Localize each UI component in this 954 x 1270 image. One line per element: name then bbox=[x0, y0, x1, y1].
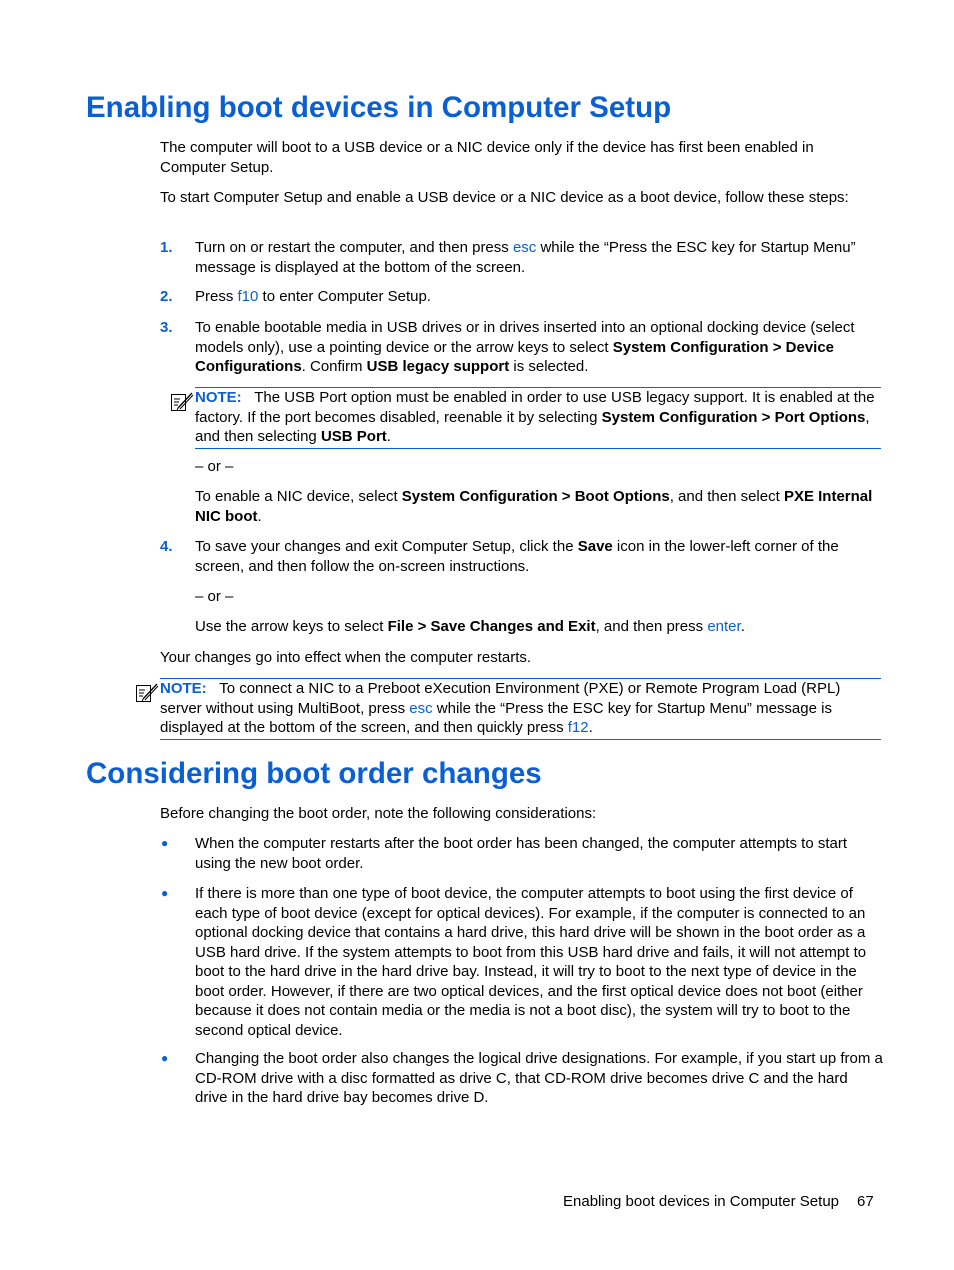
bullet-icon: ● bbox=[161, 1051, 169, 1065]
step-text: Press f10 to enter Computer Setup. bbox=[195, 288, 431, 305]
footer-section-title: Enabling boot devices in Computer Setup bbox=[563, 1193, 840, 1210]
step-number: 1. bbox=[160, 239, 173, 256]
note-icon bbox=[135, 682, 159, 704]
page-number: 67 bbox=[857, 1193, 874, 1210]
or-separator: – or – bbox=[195, 458, 234, 475]
restart-paragraph: Your changes go into effect when the computer restarts. bbox=[160, 649, 532, 666]
bullet-item: If there is more than one type of boot device, the computer attempts to boot using the first device of each type of boot device (except for optical devices). For example, if the computer is connected to an optional docking device that contains a hard drive, this hard drive will be shown in the boot order as a USB hard drive. If the system attempts to boot from this USB hard drive and fails, it will not attempt to boot to the hard drive in the hard drive bay. Instead, it will try to boot to the next type of device in the boot order. However, if there are two optical devices, and the first optical device does not boot (either because it does not contain media or the media is not a boot disc), the system will try to boot to the second optical device. bbox=[195, 885, 867, 1039]
page-footer bbox=[563, 1192, 874, 1212]
section-title-enabling-boot-devices: Enabling boot devices in Computer Setup bbox=[86, 91, 672, 124]
note-label: NOTE: bbox=[195, 389, 242, 406]
key-esc: esc bbox=[409, 699, 433, 717]
section-title-boot-order-changes: Considering boot order changes bbox=[86, 757, 542, 790]
note-label: NOTE: bbox=[160, 680, 207, 697]
step-text: To enable bootable media in USB drives or in drives inserted into an optional docking device (select models only), use a pointing device or the arrow keys to select System Configuration > Device Configurations. Confirm USB legacy support is selected. bbox=[195, 319, 855, 375]
bullet-icon: ● bbox=[161, 836, 169, 850]
note-box-usb-port: NOTE: The USB Port option must be enabled in order to use USB legacy support. It is enabled at the factory. If the port becomes disabled, reenable it by selecting System Configuration > Port Options, and then selecting USB Port. bbox=[195, 387, 881, 449]
nic-paragraph: To enable a NIC device, select System Configuration > Boot Options, and then select PXE Internal NIC boot. bbox=[195, 488, 873, 525]
step-number: 4. bbox=[160, 538, 173, 555]
key-enter: enter bbox=[707, 618, 741, 635]
step-number: 2. bbox=[160, 288, 173, 305]
key-esc: esc bbox=[512, 239, 537, 256]
note-icon bbox=[170, 391, 194, 413]
considerations-intro: Before changing the boot order, note the following considerations: bbox=[160, 805, 597, 822]
bullet-item: When the computer restarts after the boot order has been changed, the computer attempts to start using the new boot order. bbox=[195, 835, 848, 872]
steps-intro-paragraph: To start Computer Setup and enable a USB device or a NIC device as a boot device, follow these steps: bbox=[160, 189, 849, 206]
intro-paragraph: The computer will boot to a USB device or a NIC device only if the device has first been enabled in Computer Setup. bbox=[160, 139, 814, 176]
key-f12: f12 bbox=[567, 719, 589, 736]
step-text: Turn on or restart the computer, and then press esc while the “Press the ESC key for Startup Menu” message is displayed at the bottom of the screen. bbox=[195, 239, 856, 276]
bullet-item: Changing the boot order also changes the logical drive designations. For example, if you start up from a CD-ROM drive with a disc formatted as drive C, that CD-ROM drive becomes drive C and the hard drive in the hard drive bay becomes drive D. bbox=[195, 1050, 883, 1106]
key-f10: f10 bbox=[237, 288, 259, 305]
step-text: To save your changes and exit Computer Setup, click the Save icon in the lower-left corner of the screen, and then follow the on-screen instructions. bbox=[195, 538, 839, 575]
bullet-icon: ● bbox=[161, 886, 169, 900]
or-separator: – or – bbox=[195, 588, 234, 605]
save-alt-paragraph: Use the arrow keys to select File > Save Changes and Exit, and then press enter. bbox=[195, 618, 745, 635]
step-number: 3. bbox=[160, 319, 173, 336]
note-box-pxe: NOTE: To connect a NIC to a Preboot eXecution Environment (PXE) or Remote Program Load (RPL) server without using MultiBoot, press esc while the “Press the ESC key for Startup Menu” message is displayed at the bottom of the screen, and then quickly press f12. bbox=[160, 678, 881, 740]
